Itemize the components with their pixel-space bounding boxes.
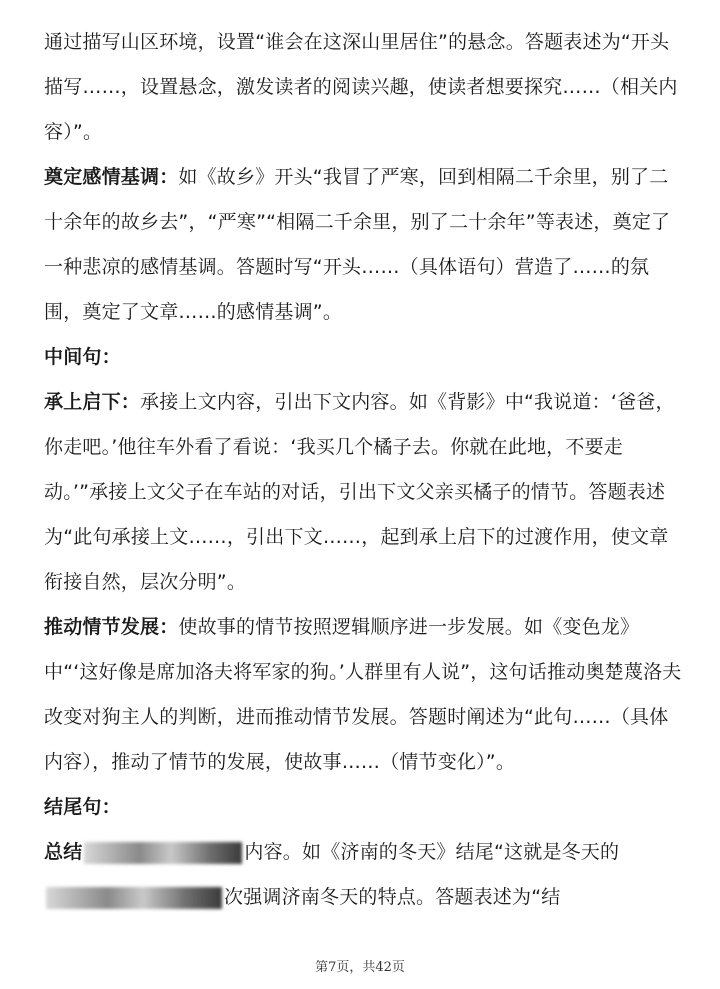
page-number: 第7页，共42页 — [315, 960, 405, 975]
paragraph-text: 通过描写山区环境，设置“谁会在这深山里居住”的悬念。答题表述为“开头描写……，设置悬念，激发读者的阅读兴趣，使读者想要探究……（相关内容）”。 — [44, 31, 678, 143]
paragraph-heading: 推动情节发展： — [44, 616, 179, 638]
paragraph-text: 承接上文内容，引出下文内容。如《背影》中“我说道：‘爸爸，你走吧。’他往车外看了看说：‘我买几个橘子去。你就在此地，不要走动。’”承接上文父子在车站的对话，引出下文父亲买橘子的情节。答题表述为“此句承接上文……，引出下文……，起到承上启下的过渡作用，使文章衔接自然，层次分明”。 — [44, 391, 675, 593]
paragraph-text: 次强调济南冬天的特点。答题表述为“结 — [224, 886, 561, 908]
paragraph-heading: 承上启下： — [44, 391, 141, 413]
section-heading-ending-sentence — [44, 785, 684, 830]
paragraph-plot-development — [44, 605, 684, 785]
paragraph-heading: 总结 — [44, 841, 83, 863]
content-body — [44, 20, 684, 920]
paragraph-heading: 中间句： — [44, 346, 121, 368]
paragraph-text: 如《故乡》开头“我冒了严寒，回到相隔二千余里，别了二十余年的故乡去”，“严寒”“相隔二千余里，别了二十余年”等表述，奠定了一种悲凉的感情基调。答题时写“开头……（具体语句）营造了……的氛围，奠定了文章……的感情基调”。 — [44, 166, 671, 323]
paragraph-text: 使故事的情节按照逻辑顺序进一步发展。如《变色龙》中“‘这好像是席加洛夫将军家的狗。’人群里有人说”，这句话推动奥楚蔑洛夫改变对狗主人的判断，进而推动情节发展。答题时阐述为“此句……（具体内容），推动了情节的发展，使故事……（情节变化）”。 — [44, 616, 682, 773]
paragraph-summary-partial — [44, 830, 684, 920]
paragraph-transition — [44, 380, 684, 605]
redaction-blur — [46, 887, 222, 909]
section-heading-middle-sentence — [44, 335, 684, 380]
paragraph-suspense — [44, 20, 684, 155]
paragraph-heading: 奠定感情基调： — [44, 166, 179, 188]
paragraph-emotional-tone — [44, 155, 684, 335]
paragraph-text: 内容。如《济南的冬天》结尾“这就是冬天的 — [244, 841, 620, 863]
paragraph-heading: 结尾句： — [44, 796, 121, 818]
redaction-blur — [84, 842, 242, 864]
